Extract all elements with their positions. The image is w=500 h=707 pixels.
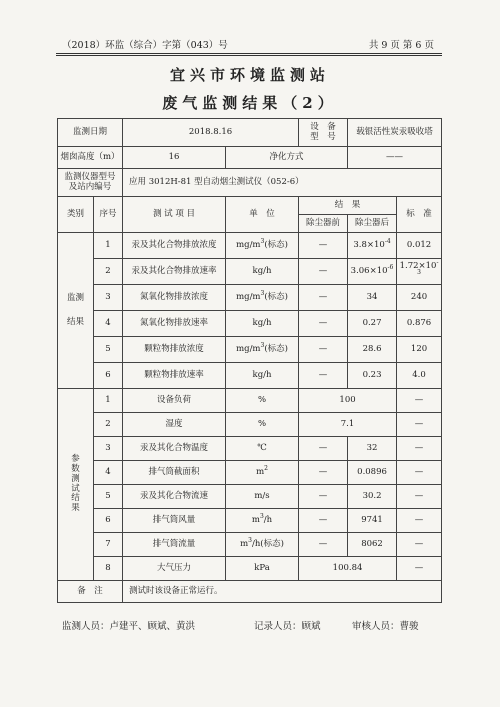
row-unit: m/s bbox=[226, 485, 299, 509]
row-standard: — bbox=[397, 557, 442, 581]
col-seq: 序号 bbox=[94, 197, 123, 233]
reviewer: 审核人员：曹骏 bbox=[352, 621, 419, 632]
row-before: — bbox=[299, 285, 348, 311]
row-seq: 6 bbox=[94, 363, 123, 389]
remark-row bbox=[58, 581, 442, 603]
row-after: 0.27 bbox=[348, 311, 397, 337]
row-seq: 2 bbox=[94, 259, 123, 285]
row-item: 排气筒截面积 bbox=[123, 461, 226, 485]
row-before: — bbox=[299, 259, 348, 285]
row-unit: kPa bbox=[226, 557, 299, 581]
row-item: 颗粒物排放速率 bbox=[123, 363, 226, 389]
table-row bbox=[58, 533, 442, 557]
row-item: 氮氧化物排放速率 bbox=[123, 311, 226, 337]
row-seq: 2 bbox=[94, 413, 123, 437]
row-after: 9741 bbox=[348, 509, 397, 533]
instrument-label: 监测仪器型号 及站内编号 bbox=[58, 169, 123, 197]
row-unit: ℃ bbox=[226, 437, 299, 461]
col-item: 测 试 项 目 bbox=[123, 197, 226, 233]
table-row bbox=[58, 485, 442, 509]
row-item: 颗粒物排放浓度 bbox=[123, 337, 226, 363]
remark-value: 测试时该设备正常运行。 bbox=[123, 581, 442, 603]
col-before: 除尘器前 bbox=[299, 215, 348, 233]
row-after: 34 bbox=[348, 285, 397, 311]
row-before: — bbox=[299, 437, 348, 461]
date-label: 监测日期 bbox=[58, 119, 123, 147]
table-row bbox=[58, 337, 442, 363]
row-standard: — bbox=[397, 437, 442, 461]
table-row bbox=[58, 461, 442, 485]
remark-label: 备 注 bbox=[58, 581, 123, 603]
instrument-value: 应用 3012H-81 型自动烟尘测试仪（052-6） bbox=[123, 169, 442, 197]
row-after: 8062 bbox=[348, 533, 397, 557]
col-after: 除尘器后 bbox=[348, 215, 397, 233]
row-unit: kg/h bbox=[226, 259, 299, 285]
col-unit: 单 位 bbox=[226, 197, 299, 233]
equipment-label: 设 备 型 号 bbox=[299, 119, 348, 147]
row-standard: — bbox=[397, 509, 442, 533]
row-unit: $m^2$ bbox=[226, 461, 299, 485]
row-unit: $mg/m^3$(标态) bbox=[226, 337, 299, 363]
row-item: 汞及其化合物排放浓度 bbox=[123, 233, 226, 259]
row-unit: $mg/m^3$(标态) bbox=[226, 285, 299, 311]
row-seq: 4 bbox=[94, 311, 123, 337]
row-item: 大气压力 bbox=[123, 557, 226, 581]
table-row bbox=[58, 389, 442, 413]
purify-label: 净化方式 bbox=[226, 147, 348, 169]
station-title: 宜兴市环境监测站 bbox=[169, 66, 330, 84]
table-row bbox=[58, 311, 442, 337]
table-row bbox=[58, 437, 442, 461]
row-standard: 4.0 bbox=[397, 363, 442, 389]
row-after: $3.8\times 10^{-4}$ bbox=[348, 233, 397, 259]
table-row bbox=[58, 557, 442, 581]
table-row bbox=[58, 363, 442, 389]
purify-value: —— bbox=[348, 147, 442, 169]
col-result: 结 果 bbox=[299, 197, 397, 215]
table-row bbox=[58, 509, 442, 533]
row-value: 100 bbox=[299, 389, 397, 413]
row-item: 设备负荷 bbox=[123, 389, 226, 413]
row-standard: — bbox=[397, 389, 442, 413]
table-row bbox=[58, 259, 442, 285]
row-before: — bbox=[299, 233, 348, 259]
group-label-parameters: 参 数 测 试 结 果 bbox=[58, 389, 94, 581]
row-seq: 1 bbox=[94, 389, 123, 413]
row-standard: $1.72\times 10^{-3}$ bbox=[397, 259, 442, 285]
row-seq: 3 bbox=[94, 285, 123, 311]
col-category: 类别 bbox=[58, 197, 94, 233]
header-rule bbox=[56, 53, 442, 54]
row-item: 排气筒流量 bbox=[123, 533, 226, 557]
row-value: 7.1 bbox=[299, 413, 397, 437]
table-header-row bbox=[58, 197, 442, 215]
row-standard: 0.876 bbox=[397, 311, 442, 337]
row-standard: 240 bbox=[397, 285, 442, 311]
row-after: 0.0896 bbox=[348, 461, 397, 485]
row-seq: 3 bbox=[94, 437, 123, 461]
page-info: 共 9 页 第 6 页 bbox=[368, 40, 434, 51]
row-standard: 120 bbox=[397, 337, 442, 363]
table-row bbox=[58, 285, 442, 311]
row-seq: 7 bbox=[94, 533, 123, 557]
row-before: — bbox=[299, 533, 348, 557]
info-row-date bbox=[58, 119, 442, 147]
monitoring-results-group bbox=[58, 233, 442, 389]
row-seq: 1 bbox=[94, 233, 123, 259]
row-unit: % bbox=[226, 413, 299, 437]
row-standard: — bbox=[397, 533, 442, 557]
monitors: 监测人员：卢建平、顾斌、黄洪 bbox=[62, 621, 196, 632]
row-after: 30.2 bbox=[348, 485, 397, 509]
row-standard: — bbox=[397, 461, 442, 485]
header-rule-2 bbox=[56, 55, 442, 56]
row-item: 氮氧化物排放浓度 bbox=[123, 285, 226, 311]
row-unit: kg/h bbox=[226, 311, 299, 337]
row-standard: — bbox=[397, 413, 442, 437]
row-item: 排气筒风量 bbox=[123, 509, 226, 533]
document-number: （2018）环监（综合）字第（043）号 bbox=[62, 40, 228, 51]
info-row-chimney bbox=[58, 147, 442, 169]
row-before: — bbox=[299, 461, 348, 485]
equipment-value: 载银活性炭汞吸收塔 bbox=[348, 119, 442, 147]
row-after: $3.06\times 10^{-6}$ bbox=[348, 259, 397, 285]
chimney-value: 16 bbox=[123, 147, 226, 169]
row-after: 0.23 bbox=[348, 363, 397, 389]
date-value: 2018.8.16 bbox=[123, 119, 299, 147]
row-unit: $m^3/h$(标态) bbox=[226, 533, 299, 557]
row-standard: 0.012 bbox=[397, 233, 442, 259]
row-after: 32 bbox=[348, 437, 397, 461]
row-seq: 8 bbox=[94, 557, 123, 581]
row-item: 汞及其化合物温度 bbox=[123, 437, 226, 461]
row-standard: — bbox=[397, 485, 442, 509]
col-standard: 标 准 bbox=[397, 197, 442, 233]
row-seq: 4 bbox=[94, 461, 123, 485]
chimney-label: 烟囱高度（m） bbox=[58, 147, 123, 169]
row-unit: $mg/m^3$(标态) bbox=[226, 233, 299, 259]
row-unit: % bbox=[226, 389, 299, 413]
group-label-monitoring: 监测 结果 bbox=[58, 233, 94, 389]
row-unit: kg/h bbox=[226, 363, 299, 389]
row-before: — bbox=[299, 509, 348, 533]
table-row bbox=[58, 413, 442, 437]
row-item: 汞及其化合物排放速率 bbox=[123, 259, 226, 285]
report-title: 废气监测结果（2） bbox=[162, 94, 338, 112]
results-table bbox=[57, 118, 442, 603]
row-seq: 6 bbox=[94, 509, 123, 533]
row-before: — bbox=[299, 311, 348, 337]
row-seq: 5 bbox=[94, 485, 123, 509]
row-after: 28.6 bbox=[348, 337, 397, 363]
row-unit: $m^3/h$ bbox=[226, 509, 299, 533]
row-item: 汞及其化合物流速 bbox=[123, 485, 226, 509]
row-value: 100.84 bbox=[299, 557, 397, 581]
table-row bbox=[58, 233, 442, 259]
row-before: — bbox=[299, 363, 348, 389]
recorder: 记录人员：顾斌 bbox=[254, 621, 321, 632]
row-item: 湿度 bbox=[123, 413, 226, 437]
info-row-instrument bbox=[58, 169, 442, 197]
parameter-results-group bbox=[58, 389, 442, 581]
row-before: — bbox=[299, 485, 348, 509]
row-seq: 5 bbox=[94, 337, 123, 363]
row-before: — bbox=[299, 337, 348, 363]
